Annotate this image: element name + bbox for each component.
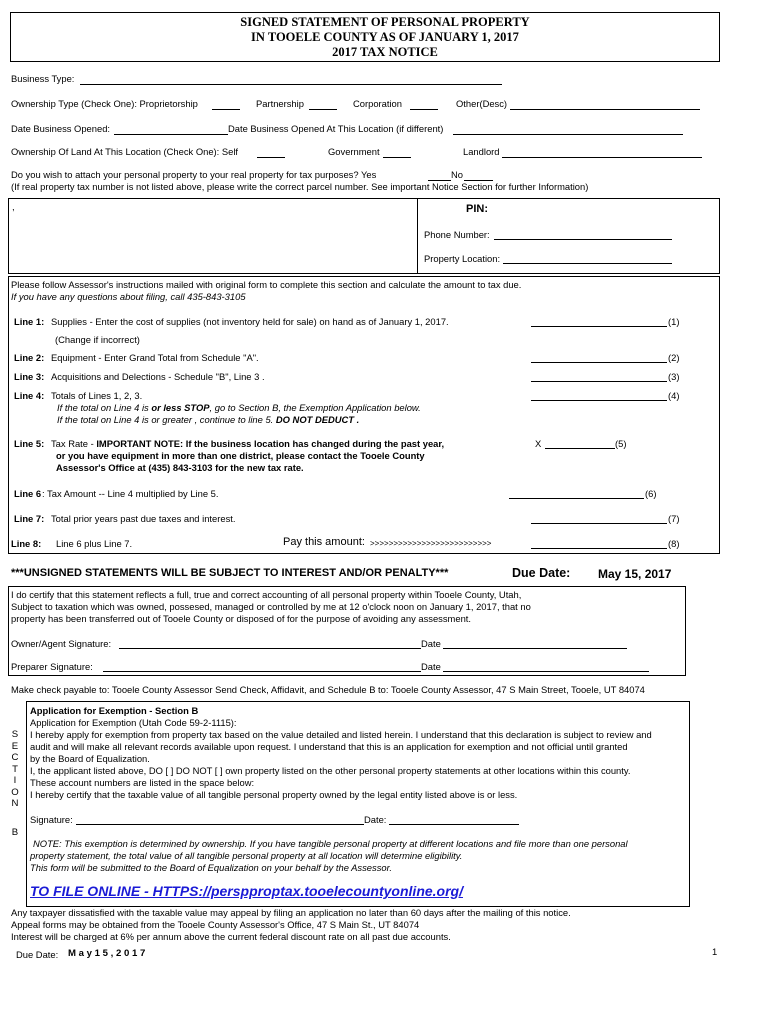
date-opened-label: Date Business Opened: [11,123,111,134]
owner-signature-field[interactable] [119,648,421,649]
line-1-label: Line 1: [14,316,45,327]
line-6-num: (6) [645,488,657,499]
date-opened-location-field[interactable] [453,134,683,135]
footer-line-3: Interest will be charged at 6% per annum above the current federal discount rate on all past due accounts. [11,931,451,942]
title-line-3: 2017 TAX NOTICE [332,45,438,59]
footer-due-date: M a y 1 5 , 2 0 1 7 [68,948,146,959]
footer-due-label: Due Date: [16,949,59,960]
line-6-field[interactable] [509,498,644,499]
section-b-p6: I hereby certify that the taxable value of all tangible personal property owned by the legal entity listed above is or less. [30,789,518,800]
section-b-p4: I, the applicant listed above, DO [ ] DO NOT [ ] own property listed on the other personal property statements at other locations within this county. [30,765,631,776]
land-self-field[interactable] [257,157,285,158]
due-date-value: May 15, 2017 [598,567,672,581]
vertical-letter: B [11,827,19,838]
footer-line-1: Any taxpayer dissatisfied with the taxable value may appeal by filing an application no later than 60 days after the mailing of this notice. [11,907,571,918]
title-line-1: SIGNED STATEMENT OF PERSONAL PROPERTY [240,15,530,29]
line-5-text-d: Assessor's Office at (435) 843-3103 for the new tax rate. [56,462,304,473]
line-6-text: : Tax Amount -- Line 4 multiplied by Line 5. [42,488,219,499]
date-opened-location-label: Date Business Opened At This Location (if different) [228,123,444,134]
line-5-text-c: or you have equipment in more than one district, please contact the Tooele County [56,450,425,461]
attach-question: Do you wish to attach your personal property to your real property for tax purposes? Yes [11,169,377,180]
other-label: Other(Desc) [456,98,508,109]
vertical-letter [10,810,20,822]
instructions-line-2: If you have any questions about filing, call 435-843-3105 [11,291,246,302]
preparer-signature-field[interactable] [103,671,421,672]
line-4-field[interactable] [531,400,667,401]
other-field[interactable] [510,109,700,110]
line-8-label: Line 8: [11,538,42,549]
line-7-field[interactable] [531,523,667,524]
owner-signature-label: Owner/Agent Signature: [11,638,112,649]
line-4-sub-1a: If the total on Line 4 is [57,402,152,413]
line-7-label: Line 7: [14,513,45,524]
line-4-sub-2a: If the total on Line 4 is or greater , continue to line 5. [57,414,276,425]
address-comma: , [12,202,15,213]
vertical-letter: I [13,775,17,786]
line-5-text-a: Tax Rate - [51,438,97,449]
line-4-sub-1c: , go to Section B, the Exemption Application below. [209,402,421,413]
vertical-letter: S [11,729,19,740]
line-4-label: Line 4: [14,390,45,401]
attach-note: (If real property tax number is not listed above, please write the correct parcel number. See important Notice Section for further Information) [11,181,589,192]
footer-line-2: Appeal forms may be obtained from the Tooele County Assessor's Office, 47 S Main St., UT 84074 [11,919,420,930]
corporation-field[interactable] [410,109,438,110]
pin-box-divider [417,198,418,274]
line-5-num: (5) [615,438,627,449]
line-5-x: X [535,438,542,449]
certify-line-3: property has been transferred out of Tooele County or disposed of for the purpose of avoiding any assessment. [11,613,472,624]
section-b-sub: Application for Exemption (Utah Code 59-2-1115): [30,717,237,728]
section-b-date-label: Date: [364,814,387,825]
line-1-field[interactable] [531,326,667,327]
owner-date-label: Date [421,638,441,649]
location-label: Property Location: [424,253,501,264]
section-b-note-3: This form will be submitted to the Board of Equalization on your behalf by the Assessor. [30,862,392,873]
line-1-change: (Change if incorrect) [55,334,140,345]
vertical-letter: E [11,740,19,752]
section-b-note-1: NOTE: This exemption is determined by ownership. If you have tangible personal property at different locations and file more than one personal [33,838,628,849]
section-b-signature-label: Signature: [30,814,73,825]
page-number: 1 [712,946,718,957]
line-1-num: (1) [668,316,680,327]
line-3-field[interactable] [531,381,667,382]
proprietorship-field[interactable] [212,109,240,110]
partnership-field[interactable] [309,109,337,110]
section-b-date-field[interactable] [389,824,519,825]
line-7-text: Total prior years past due taxes and interest. [51,513,236,524]
land-ownership-label: Ownership Of Land At This Location (Check One): Self [11,146,239,157]
certify-line-2: Subject to taxation which was owned, possesed, managed or controlled by me at 12 o'clock noon on January 1, 2017, that no [11,601,531,612]
line-2-field[interactable] [531,362,667,363]
line-3-label: Line 3: [14,371,45,382]
due-date-label: Due Date: [512,566,571,580]
line-2-num: (2) [668,352,680,363]
attach-no-label: No [451,169,463,180]
landlord-label: Landlord [463,146,500,157]
line-2-label: Line 2: [14,352,45,363]
preparer-date-field[interactable] [443,671,649,672]
date-opened-field[interactable] [114,134,228,135]
section-b-vertical [10,729,20,839]
phone-field[interactable] [494,239,672,240]
vertical-letter: O [11,786,19,798]
instructions-line-1: Please follow Assessor's instructions mailed with original form to complete this section and calculate the amount to tax due. [11,279,522,290]
location-field[interactable] [503,263,672,264]
business-type-label: Business Type: [11,73,75,84]
section-b-p3: by the Board of Equalization. [30,753,150,764]
corporation-label: Corporation [353,98,402,109]
land-government-field[interactable] [383,157,411,158]
line-2-text: Equipment - Enter Grand Total from Schedule "A". [51,352,259,363]
vertical-letter: T [12,763,18,775]
line-3-num: (3) [668,371,680,382]
line-1-text: Supplies - Enter the cost of supplies (not inventory held for sale) on hand as of January 1, 2017. [51,316,449,327]
certify-line-1: I do certify that this statement reflects a full, true and correct accounting of all personal property within Tooele County, Utah, [11,589,522,600]
line-4-sub-2 [57,414,359,425]
government-label: Government [328,146,380,157]
section-b-signature-field[interactable] [76,824,364,825]
phone-label: Phone Number: [424,229,490,240]
title-line-2: IN TOOELE COUNTY AS OF JANUARY 1, 2017 [251,30,519,44]
line-5-label: Line 5: [14,438,45,449]
line-7-num: (7) [668,513,680,524]
line-4-num: (4) [668,390,680,401]
ownership-type-label: Ownership Type (Check One): Proprietorship [11,98,198,109]
line-8-pay: Pay this amount: [283,536,365,548]
section-b-p1: I hereby apply for exemption from property tax based on the value detailed and listed herein. I understand that this declaration is subject to review and [30,729,652,740]
line-4-sub-1b: or less STOP [151,402,210,413]
line-5-text-a-row [51,438,444,449]
section-b-p5: These account numbers are listed in the space below: [30,777,255,788]
line-3-text: Acquisitions and Delections - Schedule "B", Line 3 . [51,371,265,382]
line-8-text: Line 6 plus Line 7. [56,538,133,549]
partnership-label: Partnership [256,98,304,109]
business-type-field[interactable] [80,84,502,85]
preparer-date-label: Date [421,661,441,672]
line-8-arrows: >>>>>>>>>>>>>>>>>>>>>>>>>> [370,539,492,548]
line-5-text-b: IMPORTANT NOTE: If the business location has changed during the past year, [96,438,445,449]
file-online-link[interactable]: TO FILE ONLINE - HTTPS://perspproptax.tooelecountyonline.org/ [30,883,463,899]
penalty-warning: ***UNSIGNED STATEMENTS WILL BE SUBJECT TO INTEREST AND/OR PENALTY*** [11,567,449,579]
line-8-num: (8) [668,538,680,549]
line-4-sub-1 [57,402,421,413]
landlord-field[interactable] [502,157,702,158]
section-b-p2: audit and will make all relevant records available upon request. I understand that this is an application for exemption and not official until granted [30,741,628,752]
section-b-heading: Application for Exemption - Section B [30,705,199,716]
payable-line: Make check payable to: Tooele County Assessor Send Check, Affidavit, and Schedule B to: Tooele County Assessor, 47 S Main Street, Tooele, UT 84074 [11,684,645,695]
section-b-note-2: property statement, the total value of all tangible personal property at all location will determine eligibility. [30,850,463,861]
vertical-letter: C [11,752,19,763]
line-4-text: Totals of Lines 1, 2, 3. [51,390,143,401]
preparer-signature-label: Preparer Signature: [11,661,93,672]
pin-label: PIN: [466,203,488,215]
line-5-field[interactable] [545,448,615,449]
line-4-sub-2b: DO NOT DEDUCT . [275,414,360,425]
vertical-letter: N [11,798,19,809]
line-6-label: Line 6 [14,488,42,499]
owner-date-field[interactable] [443,648,627,649]
line-8-field[interactable] [531,548,667,549]
